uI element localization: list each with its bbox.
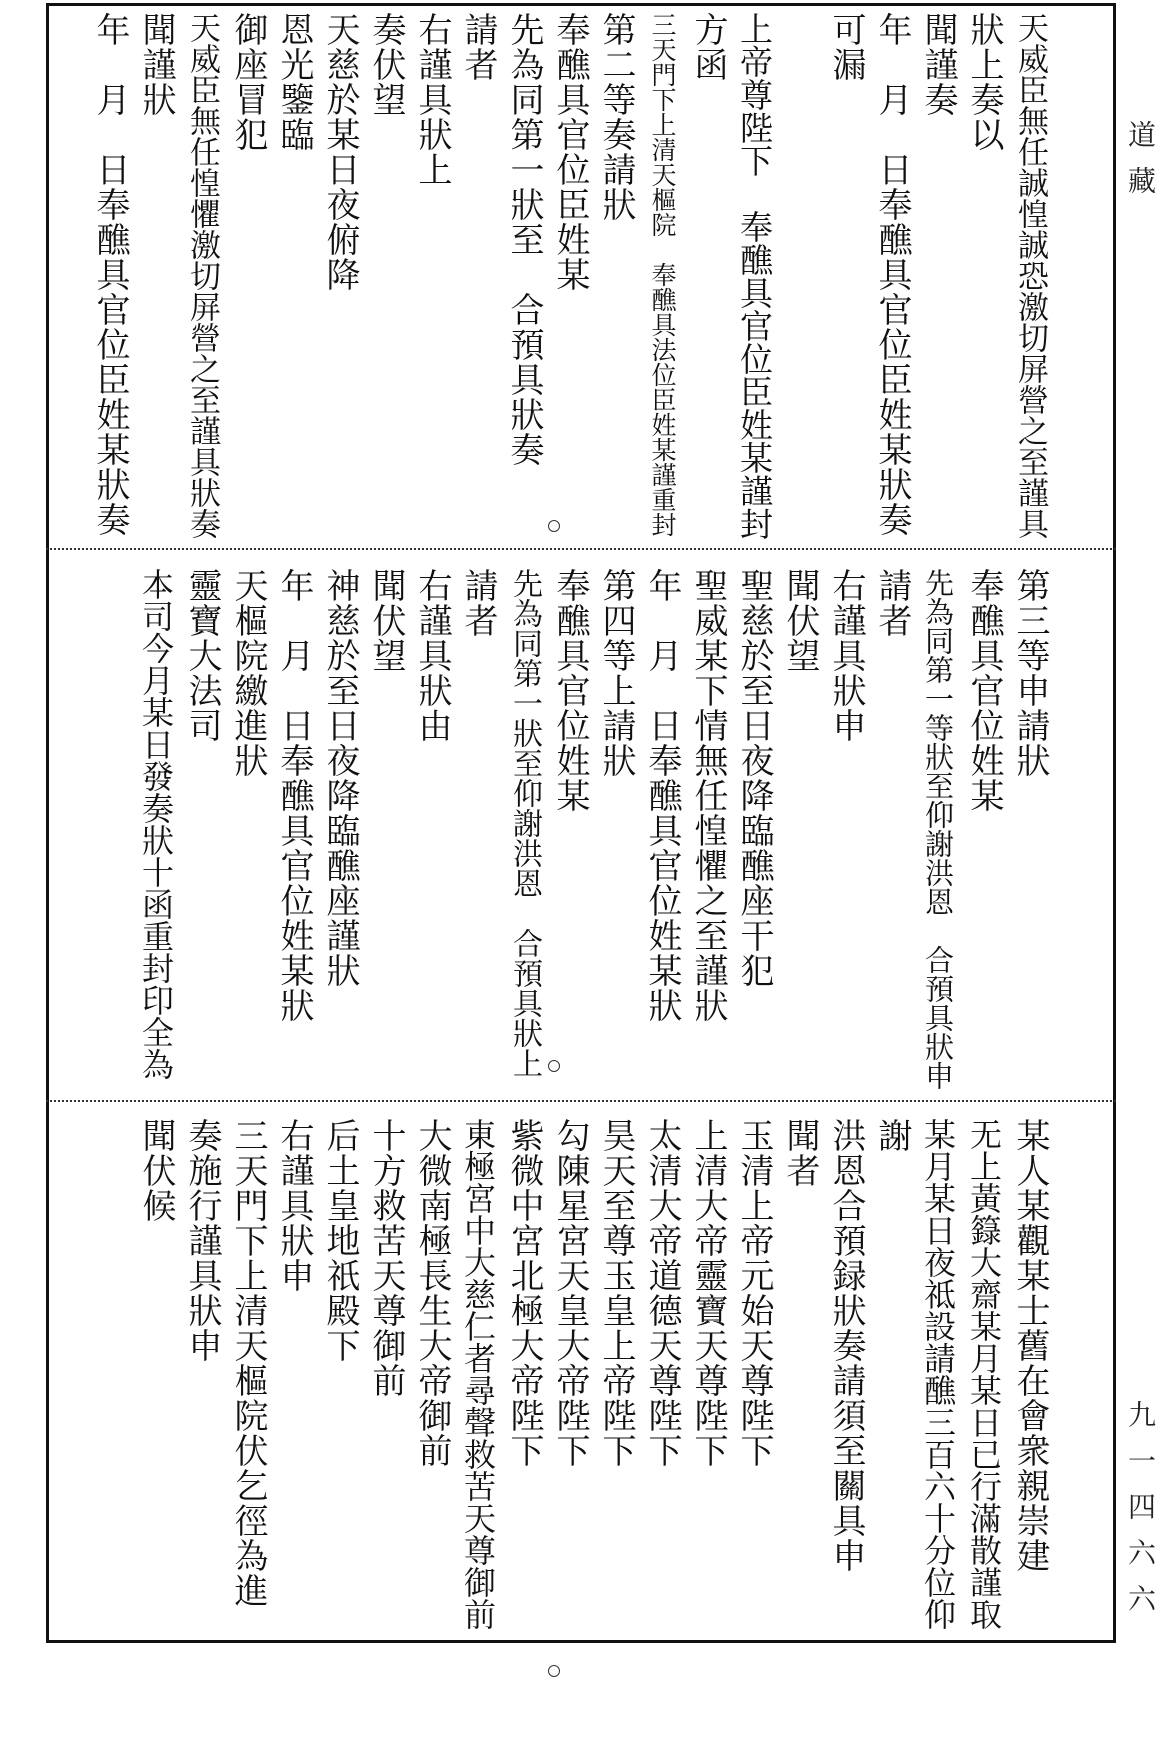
text-column: 上清大帝靈寶天尊陛下 xyxy=(688,1118,728,1468)
text-column: 奉醮具官位臣姓某 xyxy=(550,12,590,292)
text-column: 聞謹奏 xyxy=(918,12,958,117)
text-column: 年 月 日奉醮具官位臣姓某狀奏 xyxy=(90,12,130,537)
text-column: 大微南極長生大帝御前 xyxy=(412,1118,452,1468)
text-column: 東極宮中大慈仁者尋聲救苦天尊御前 xyxy=(459,1118,497,1630)
text-column: 右謹具狀申 xyxy=(274,1118,314,1293)
collection-label: 道藏 xyxy=(1124,120,1157,212)
register-divider xyxy=(46,1100,1116,1102)
text-column: 聞伏望 xyxy=(780,568,820,673)
text-column: 聞伏望 xyxy=(366,568,406,673)
text-column: 奏施行謹具狀申 xyxy=(182,1118,222,1363)
text-column: 某月某日夜祗設請醮三百六十分位仰 xyxy=(919,1118,957,1630)
text-column: 天威臣無任誠惶誠恐激切屏營之至謹具 xyxy=(1012,12,1048,539)
text-column: 聞謹狀 xyxy=(136,12,176,117)
text-column: 靈寶大法司 xyxy=(182,568,222,743)
text-column: 上帝尊陛下 奉醮具官位臣姓某謹封 xyxy=(735,12,774,540)
text-column: 天慈於某日夜俯降 xyxy=(320,12,360,292)
punctuation-circle xyxy=(548,520,560,532)
text-column: 第四等上請狀 xyxy=(596,568,636,778)
text-column: 年 月 日奉醮具官位姓某狀 xyxy=(642,568,682,1023)
punctuation-circle xyxy=(548,1060,560,1072)
text-column: 紫微中宮北極大帝陛下 xyxy=(504,1118,544,1468)
text-column: 第二等奏請狀 xyxy=(596,12,636,222)
text-column: 右謹具狀由 xyxy=(412,568,452,743)
text-column: 玉清上帝元始天尊陛下 xyxy=(734,1118,774,1468)
text-column: 奉醮具官位姓某 xyxy=(550,568,590,813)
text-column: 年 月 日奉醮具官位臣姓某狀奏 xyxy=(872,12,912,537)
text-column: 第三等申請狀 xyxy=(1010,568,1050,778)
text-column: 天威臣無任惶懼激切屏營之至謹具狀奏 xyxy=(184,12,220,539)
text-column: 年 月 日奉醮具官位姓某狀 xyxy=(274,568,314,1023)
text-column: 先為同第一等狀至仰謝洪恩 合預具狀申 xyxy=(921,568,955,1090)
text-column: 天樞院繳進狀 xyxy=(228,568,268,778)
text-column: 昊天至尊玉皇上帝陛下 xyxy=(596,1118,636,1468)
text-column: 勾陳星宮天皇大帝陛下 xyxy=(550,1118,590,1468)
text-column: 后土皇地祇殿下 xyxy=(320,1118,360,1363)
text-column: 太清大帝道德天尊陛下 xyxy=(642,1118,682,1468)
text-column: 請者 xyxy=(458,568,498,638)
text-column: 謝 xyxy=(872,1118,912,1153)
text-column: 可漏 xyxy=(826,12,866,82)
text-column: 聞伏候 xyxy=(136,1118,176,1223)
text-column: 某人某觀某士舊在會衆親崇建 xyxy=(1010,1118,1050,1573)
text-column: 无上黃籙大齋某月某日已行滿散謹取 xyxy=(965,1118,1003,1630)
text-column: 三天門下上清天樞院 奉醮具法位臣姓某謹重封 xyxy=(648,12,677,537)
register-divider xyxy=(46,548,1116,550)
text-column: 恩光鑒臨 xyxy=(274,12,314,152)
text-column: 奏伏望 xyxy=(366,12,406,117)
text-column: 右謹具狀上 xyxy=(412,12,452,187)
text-column: 三天門下上清天樞院伏乞徑為進 xyxy=(228,1118,268,1608)
text-column: 聖威某下情無任惶懼之至謹狀 xyxy=(688,568,728,1023)
text-column: 洪恩合預録狀奏請須至關具申 xyxy=(826,1118,866,1573)
punctuation-circle xyxy=(548,1665,560,1677)
text-column: 奉醮具官位姓某 xyxy=(964,568,1004,813)
page-number: 九一四六六 xyxy=(1124,1400,1157,1630)
text-column: 請者 xyxy=(872,568,912,638)
text-column: 請者 xyxy=(458,12,498,82)
text-column: 狀上奏以 xyxy=(964,12,1004,152)
text-column: 右謹具狀申 xyxy=(826,568,866,743)
text-column: 聞者 xyxy=(780,1118,820,1188)
text-column: 十方救苦天尊御前 xyxy=(366,1118,406,1398)
text-column: 先為同第一狀至 合預具狀奏 xyxy=(504,12,544,467)
text-column: 本司今月某日發奏狀十函重封印全為 xyxy=(137,568,175,1080)
text-column: 神慈於至日夜降臨醮座謹狀 xyxy=(320,568,360,988)
text-column: 聖慈於至日夜降臨醮座干犯 xyxy=(734,568,774,988)
text-column: 先為同第一狀至仰謝洪恩 合預具狀上 xyxy=(507,568,542,1078)
text-column: 方函 xyxy=(688,12,728,82)
text-column: 御座冒犯 xyxy=(228,12,268,152)
